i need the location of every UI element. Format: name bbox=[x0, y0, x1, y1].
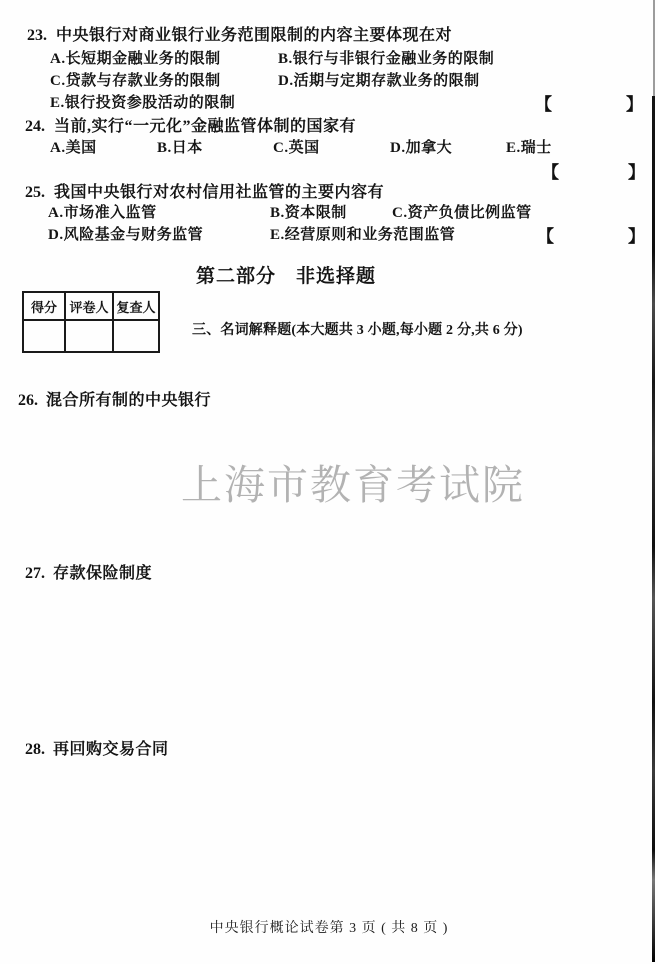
scan-edge-line bbox=[652, 96, 655, 962]
score-table-header-grader: 评卷人 bbox=[65, 292, 113, 320]
q23-option-c: C.贷款与存款业务的限制 bbox=[50, 73, 221, 89]
scan-edge-line-top bbox=[653, 0, 655, 96]
question-28 bbox=[25, 736, 169, 759]
score-table-header-score: 得分 bbox=[23, 292, 65, 320]
question-23-stem bbox=[27, 22, 452, 45]
score-table-header-checker: 复查人 bbox=[113, 292, 159, 320]
section3-intro: 三、名词解释题(本大题共 3 小题,每小题 2 分,共 6 分) bbox=[192, 323, 523, 338]
part2-title: 第二部分 非选择题 bbox=[196, 266, 377, 287]
q25-answer-bracket-open: 【 bbox=[537, 227, 554, 246]
q23-option-d: D.活期与定期存款业务的限制 bbox=[278, 73, 480, 89]
question-26-text: 混合所有制的中央银行 bbox=[46, 392, 212, 409]
question-25-text: 我国中央银行对农村信用社监管的主要内容有 bbox=[54, 184, 385, 201]
question-28-text: 再回购交易合同 bbox=[53, 741, 169, 758]
question-27-number: 27. bbox=[25, 565, 45, 582]
q24-option-c: C.英国 bbox=[273, 140, 320, 156]
q24-option-b: B.日本 bbox=[157, 140, 203, 156]
question-25-number: 25. bbox=[25, 184, 45, 201]
q24-answer-bracket-open: 【 bbox=[542, 163, 559, 182]
q23-answer-bracket-open: 【 bbox=[535, 95, 552, 114]
q25-option-a: A.市场准入监管 bbox=[48, 205, 157, 221]
question-27-text: 存款保险制度 bbox=[53, 565, 153, 582]
q25-option-d: D.风险基金与财务监管 bbox=[48, 227, 204, 243]
question-26-number: 26. bbox=[18, 392, 38, 409]
watermark-exam-authority: 上海市教育考试院 bbox=[181, 462, 525, 508]
q24-option-d: D.加拿大 bbox=[390, 140, 453, 156]
q24-option-e: E.瑞士 bbox=[506, 140, 552, 156]
score-table-cell-score bbox=[23, 320, 65, 352]
q23-option-e: E.银行投资参股活动的限制 bbox=[50, 95, 236, 111]
question-27 bbox=[25, 560, 152, 583]
score-table-cell-grader bbox=[65, 320, 113, 352]
question-26 bbox=[18, 387, 211, 410]
q23-option-a: A.长短期金融业务的限制 bbox=[50, 51, 221, 67]
question-23-number: 23. bbox=[27, 27, 47, 44]
score-table-cell-checker bbox=[113, 320, 159, 352]
score-table-blank-row bbox=[23, 320, 159, 352]
q25-answer-bracket-close: 】 bbox=[628, 227, 645, 246]
question-24-text: 当前,实行“一元化”金融监管体制的国家有 bbox=[54, 118, 357, 135]
question-25-stem bbox=[25, 179, 384, 202]
q25-option-e: E.经营原则和业务范围监管 bbox=[270, 227, 456, 243]
q25-option-b: B.资本限制 bbox=[270, 205, 347, 221]
question-28-number: 28. bbox=[25, 741, 45, 758]
q23-answer-bracket-close: 】 bbox=[626, 95, 643, 114]
q24-option-a: A.美国 bbox=[50, 140, 97, 156]
score-table bbox=[22, 291, 160, 353]
score-table-header-row bbox=[23, 292, 159, 320]
footer-page-label: 中央银行概论试卷第 3 页 ( 共 8 页 ) bbox=[209, 921, 449, 936]
q24-answer-bracket-close: 】 bbox=[628, 163, 645, 182]
q25-option-c: C.资产负债比例监管 bbox=[392, 205, 532, 221]
q23-option-b: B.银行与非银行金融业务的限制 bbox=[278, 51, 495, 67]
question-24-number: 24. bbox=[25, 118, 45, 135]
question-23-text: 中央银行对商业银行业务范围限制的内容主要体现在对 bbox=[56, 27, 453, 44]
question-24-stem bbox=[25, 113, 356, 136]
